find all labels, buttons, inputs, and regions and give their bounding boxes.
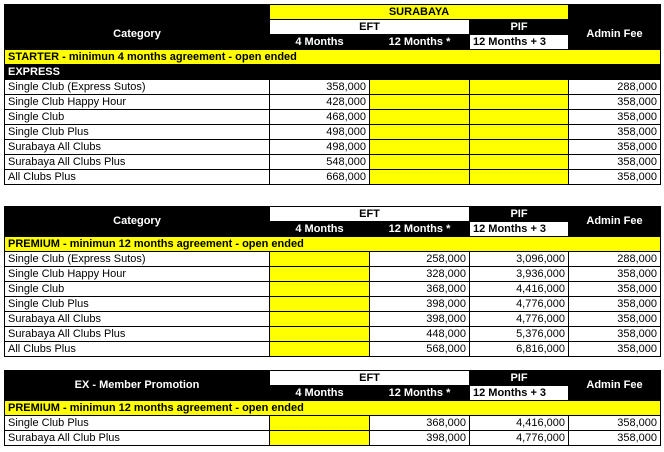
admin-fee-header: Admin Fee — [569, 20, 661, 50]
twelve-months-price: 398,000 — [370, 297, 470, 312]
table-row — [5, 267, 661, 282]
pif-header: PIF — [470, 20, 569, 35]
table-row — [5, 155, 661, 170]
admin-fee-price: 288,000 — [569, 80, 661, 95]
membership-name: Single Club Plus — [5, 297, 270, 312]
four-months-price: 428,000 — [270, 95, 370, 110]
pif-price: 4,416,000 — [470, 416, 569, 431]
table-row — [5, 110, 661, 125]
membership-name: All Clubs Plus — [5, 342, 270, 357]
eft-header: EFT — [270, 20, 470, 35]
admin-fee-price: 358,000 — [569, 282, 661, 297]
membership-name: Single Club Plus — [5, 125, 270, 140]
pif-price — [470, 140, 569, 155]
admin-fee-price: 358,000 — [569, 297, 661, 312]
pif-price: 4,776,000 — [470, 297, 569, 312]
table-row — [5, 140, 661, 155]
table-row — [5, 252, 661, 267]
pif-price — [470, 95, 569, 110]
four-months-header: 4 Months — [270, 222, 370, 237]
pif-price: 5,376,000 — [470, 327, 569, 342]
membership-name: Single Club (Express Sutos) — [5, 252, 270, 267]
membership-name: Single Club — [5, 110, 270, 125]
pif-price — [470, 125, 569, 140]
pif-price — [470, 155, 569, 170]
section-label: STARTER - minimun 4 months agreement - open ended — [5, 50, 661, 65]
admin-fee-price: 288,000 — [569, 252, 661, 267]
admin-fee-price: 358,000 — [569, 110, 661, 125]
premium-price-table — [4, 206, 661, 357]
table-row — [5, 170, 661, 185]
membership-name: Surabaya All Clubs Plus — [5, 327, 270, 342]
four-months-price — [270, 327, 370, 342]
twelve-months-price: 448,000 — [370, 327, 470, 342]
twelve-months-price: 398,000 — [370, 312, 470, 327]
four-months-price: 548,000 — [270, 155, 370, 170]
membership-name: Single Club — [5, 282, 270, 297]
twelve-months-price — [370, 155, 470, 170]
four-months-header: 4 Months — [270, 386, 370, 401]
table-row — [5, 431, 661, 446]
membership-name: Single Club (Express Sutos) — [5, 80, 270, 95]
pif-price: 3,096,000 — [470, 252, 569, 267]
admin-fee-price: 358,000 — [569, 267, 661, 282]
table-row — [5, 342, 661, 357]
four-months-price — [270, 252, 370, 267]
four-months-header: 4 Months — [270, 35, 370, 50]
table-row — [5, 416, 661, 431]
twelve-months-price: 368,000 — [370, 282, 470, 297]
member-promotion-table — [4, 370, 661, 446]
four-months-price: 468,000 — [270, 110, 370, 125]
four-months-price: 498,000 — [270, 125, 370, 140]
membership-name: Surabaya All Clubs — [5, 312, 270, 327]
twelve-plus-three-header: 12 Months + 3 — [470, 222, 569, 237]
membership-name: Single Club Plus — [5, 416, 270, 431]
four-months-price — [270, 282, 370, 297]
twelve-months-price: 368,000 — [370, 416, 470, 431]
four-months-price: 498,000 — [270, 140, 370, 155]
admin-fee-price: 358,000 — [569, 342, 661, 357]
city-title: SURABAYA — [270, 5, 569, 20]
membership-name: Single Club Happy Hour — [5, 267, 270, 282]
twelve-months-header: 12 Months * — [370, 35, 470, 50]
table-row — [5, 95, 661, 110]
pif-price: 4,776,000 — [470, 431, 569, 446]
admin-fee-price: 358,000 — [569, 140, 661, 155]
pif-price: 6,816,000 — [470, 342, 569, 357]
express-label: EXPRESS — [5, 65, 661, 80]
twelve-plus-three-header: 12 Months + 3 — [470, 386, 569, 401]
twelve-months-price — [370, 170, 470, 185]
eft-header: EFT — [270, 207, 470, 222]
table-row — [5, 282, 661, 297]
pif-header: PIF — [470, 207, 569, 222]
table-row — [5, 327, 661, 342]
category-header: EX - Member Promotion — [5, 371, 270, 401]
twelve-months-price — [370, 80, 470, 95]
twelve-months-price — [370, 125, 470, 140]
table-row — [5, 312, 661, 327]
twelve-months-price: 568,000 — [370, 342, 470, 357]
admin-fee-price: 358,000 — [569, 125, 661, 140]
admin-fee-price: 358,000 — [569, 95, 661, 110]
four-months-price: 668,000 — [270, 170, 370, 185]
pif-price: 4,776,000 — [470, 312, 569, 327]
admin-fee-price: 358,000 — [569, 312, 661, 327]
twelve-months-price — [370, 95, 470, 110]
twelve-months-price — [370, 110, 470, 125]
eft-header: EFT — [270, 371, 470, 386]
admin-fee-price: 358,000 — [569, 416, 661, 431]
membership-name: Surabaya All Clubs — [5, 140, 270, 155]
admin-fee-price: 358,000 — [569, 170, 661, 185]
table-row — [5, 80, 661, 95]
twelve-months-price: 258,000 — [370, 252, 470, 267]
pif-header: PIF — [470, 371, 569, 386]
four-months-price — [270, 312, 370, 327]
pif-price — [470, 110, 569, 125]
table-row — [5, 125, 661, 140]
four-months-price — [270, 342, 370, 357]
four-months-price — [270, 431, 370, 446]
membership-name: Surabaya All Club Plus — [5, 431, 270, 446]
pif-price: 4,416,000 — [470, 282, 569, 297]
pif-price — [470, 170, 569, 185]
twelve-months-price: 398,000 — [370, 431, 470, 446]
twelve-plus-three-header: 12 Months + 3 — [470, 35, 569, 50]
membership-name: All Clubs Plus — [5, 170, 270, 185]
twelve-months-price — [370, 140, 470, 155]
admin-fee-price: 358,000 — [569, 327, 661, 342]
starter-price-table — [4, 4, 661, 185]
admin-fee-price: 358,000 — [569, 155, 661, 170]
pif-price: 3,936,000 — [470, 267, 569, 282]
four-months-price: 358,000 — [270, 80, 370, 95]
twelve-months-price: 328,000 — [370, 267, 470, 282]
twelve-months-header: 12 Months * — [370, 386, 470, 401]
category-header: Category — [5, 207, 270, 237]
admin-fee-header: Admin Fee — [569, 207, 661, 237]
admin-fee-price: 358,000 — [569, 431, 661, 446]
twelve-months-header: 12 Months * — [370, 222, 470, 237]
four-months-price — [270, 416, 370, 431]
four-months-price — [270, 267, 370, 282]
section-label: PREMIUM - minimun 12 months agreement - open ended — [5, 401, 661, 416]
pif-price — [470, 80, 569, 95]
membership-name: Single Club Happy Hour — [5, 95, 270, 110]
four-months-price — [270, 297, 370, 312]
table-row — [5, 297, 661, 312]
membership-name: Surabaya All Clubs Plus — [5, 155, 270, 170]
category-header: Category — [5, 20, 270, 50]
section-label: PREMIUM - minimun 12 months agreement - open ended — [5, 237, 661, 252]
admin-fee-header: Admin Fee — [569, 371, 661, 401]
